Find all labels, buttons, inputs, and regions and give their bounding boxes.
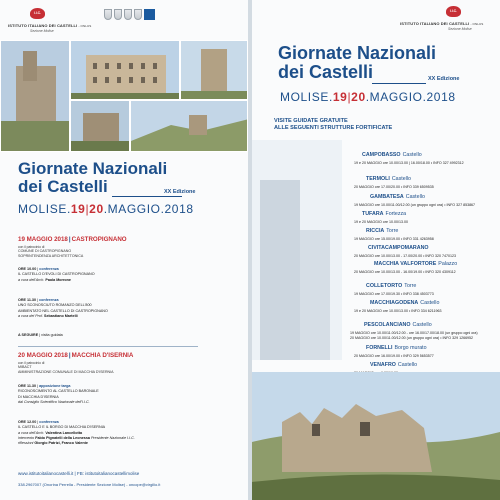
org-section: Sezione Molise	[30, 29, 54, 33]
right-panel	[252, 0, 500, 500]
edition-label: XX Edizione	[428, 76, 460, 82]
location-schedule: 19 MAGGIO ore 10.00/11.00/12.00 - ore 16.00/17.00/18.00 (un gruppo ogni ora)	[350, 331, 478, 335]
location-entry	[252, 143, 500, 166]
location-heading	[252, 143, 488, 161]
day1-follow: A SEGUIRE | visita guidata	[18, 333, 63, 337]
castle-photo	[70, 100, 130, 152]
location-venue: Torre	[386, 228, 399, 234]
iic-seal-logo: I.I.C.	[446, 6, 461, 17]
title-rule	[112, 196, 182, 197]
location-heading	[252, 291, 488, 309]
location-heading	[252, 219, 488, 237]
patron-logos	[104, 9, 155, 20]
castle-photo	[70, 40, 180, 100]
location-heading	[252, 202, 488, 220]
location-venue: Torre	[404, 283, 417, 289]
castle-photo	[0, 40, 70, 152]
edition-label: XX Edizione	[164, 189, 196, 195]
location-entry	[252, 291, 500, 314]
castle-ruins-photo	[252, 372, 500, 500]
location-heading	[252, 336, 488, 354]
location-schedule: 20 MAGGIO ore 16.00/19.00 • INFO 329 5653577	[354, 354, 434, 358]
municipal-crest-icon	[114, 9, 122, 20]
castle-photo	[180, 40, 248, 100]
day1-item-2: ORE 11.30 | conferenza UNO SCONOSCIUTO ROMANZO DELL'800 AMBIENTATO NEL CASTELLO DI CASTROPIGNANO a cura del Prof. Sebastiano Martelli	[18, 298, 108, 318]
title-rule	[372, 83, 426, 84]
org-section: Sezione Molise	[448, 27, 472, 31]
org-name: ISTITUTO ITALIANO DEI CASTELLI - ONLUS	[400, 21, 484, 26]
location-name: CAMPOBASSO	[362, 152, 401, 158]
location-heading	[252, 353, 488, 371]
location-schedule: 19 MAGGIO ore 10.00/11.00/12.00 (un gruppo ogni ora) • INFO 327 853867	[354, 203, 476, 207]
location-schedule: 19 MAGGIO ore 15.00/19.00 • INFO 331 4263958	[354, 237, 434, 241]
location-name: MACCHIAGODENA	[370, 300, 419, 306]
location-venue: Castello	[402, 152, 422, 158]
day2-item-2: ORE 12.00 | conferenza IL CASTELLO E IL BORGO DI MACCHIA D'ISERNIA a cura dell'Arch. Valentina Lancellotta intervento Fabio Pignatelli della Leonessa Presidente Nazionale I.I.C. riflessioni Giorgio Patrizi, Franco Valente	[18, 420, 135, 445]
contact-phone-email[interactable]: 338.2967007 (Onorina Perrella - Presidente Sezione Molise) - oncope@virgilio.it	[18, 482, 161, 487]
event-title: Giornate Nazionali dei Castelli	[278, 43, 437, 82]
location-name: TERMOLI	[366, 176, 390, 182]
location-venue: Castello	[397, 362, 418, 368]
location-schedule: 20 MAGGIO ore 10.00/13.00 - 16.00/19.00 • INFO 320 4309112	[354, 270, 456, 274]
location-name: PESCOLANCIANO	[364, 322, 411, 328]
day1-patronage: con il patrocinio di COMUNE DI CASTROPIGNANO SOPRINTENDENZA ARCHITETTONICA	[18, 245, 84, 259]
location-venue: Castello	[405, 194, 425, 200]
event-dateline: MOLISE.19|20.MAGGIO.2018	[280, 90, 456, 104]
location-schedule: 19 e 20 MAGGIO ore 10.00/13.00 | 16.00/18.00 • INFO 327 4992312	[354, 161, 464, 165]
left-panel	[0, 0, 248, 500]
day1-heading: 19 MAGGIO 2018|CASTROPIGNANO	[18, 236, 127, 243]
logo-strip	[446, 6, 461, 17]
day1-item-1: ORE 10.00 | conferenza IL CASTELLO D'EVOLI DI CASTROPIGNANO a cura dell'Arch. Paola Morrone	[18, 267, 95, 282]
location-heading	[252, 313, 488, 331]
location-venue: Castello	[412, 322, 432, 328]
location-schedule: 19 e 20 MAGGIO ore 10.00/13.00	[354, 220, 408, 224]
location-name: TUFARA	[362, 211, 384, 217]
location-venue: Palazzo	[438, 261, 458, 267]
visits-subtitle: VISITE GUIDATE GRATUITE ALLE SEGUENTI STRUTTURE FORTIFICATE	[274, 118, 393, 131]
location-schedule: 19 e 20 MAGGIO ore 10.00/13.00 • INFO 334 6211963	[354, 309, 442, 313]
location-schedule: 20 MAGGIO ore 10.00/13.00 - 17.00/20.00 • INFO 320 7470123	[354, 254, 456, 258]
location-heading	[252, 167, 488, 185]
iic-seal-logo: I.I.C.	[30, 8, 45, 19]
section-divider	[18, 346, 198, 347]
day2-item-1: ORE 11.30 | apposizione targa RICONOSCIMENTO AL CASTELLO BARONALE DI MACCHIA D'ISERNIA dal Consiglio Scientifico Nazionale dell'I.I.C.	[18, 384, 99, 404]
location-name: VENAFRO	[370, 362, 396, 368]
location-venue: Borgo murato	[394, 345, 427, 351]
day2-patronage: con il patrocinio di MIBACT AMMINISTRAZIONE COMUNALE DI MACCHIA D'ISERNIA	[18, 361, 114, 375]
event-title: Giornate Nazionali dei Castelli	[18, 159, 168, 196]
org-name: ISTITUTO ITALIANO DEI CASTELLI - ONLUS	[8, 23, 92, 28]
event-dateline: MOLISE.19|20.MAGGIO.2018	[18, 202, 194, 216]
day2-heading: 20 MAGGIO 2018|MACCHIA D'ISERNIA	[18, 352, 134, 359]
location-venue: Castello	[391, 176, 411, 182]
location-venue: Castello	[420, 300, 440, 306]
location-name: RICCIA	[366, 228, 385, 234]
location-name: CIVITACAMPOMARANO	[368, 245, 429, 251]
municipal-crest-icon	[104, 9, 112, 20]
castle-photo	[130, 100, 248, 152]
location-heading	[252, 274, 488, 292]
location-heading	[252, 185, 488, 203]
location-heading	[252, 252, 488, 270]
municipal-crest-icon	[134, 9, 142, 20]
location-entry	[252, 252, 500, 275]
location-schedule: 20 MAGGIO ore 17.00/20.00 • INFO 339 6509535	[354, 185, 434, 189]
location-name: MACCHIA VALFORTORE	[374, 261, 437, 267]
mibact-logo-icon	[144, 9, 155, 20]
location-name: FORNELLI	[366, 345, 393, 351]
location-venue: Fortezza	[385, 211, 407, 217]
location-name: COLLETORTO	[366, 283, 403, 289]
location-name: GAMBATESA	[370, 194, 404, 200]
location-schedule: 19 MAGGIO ore 17.00/19.30 • INFO 338 4503773	[354, 292, 434, 296]
castle-photo-collage	[0, 40, 248, 152]
logo-strip	[30, 8, 45, 19]
municipal-crest-icon	[124, 9, 132, 20]
contact-web[interactable]: www.istitutoitalianocastelli.it | FB: istitutoitalianocastellimolise	[18, 471, 140, 476]
location-schedule: 20 MAGGIO ore 10.00/11.00/12.00 (un gruppo ogni ora) • INFO 329 1266952	[350, 335, 474, 340]
